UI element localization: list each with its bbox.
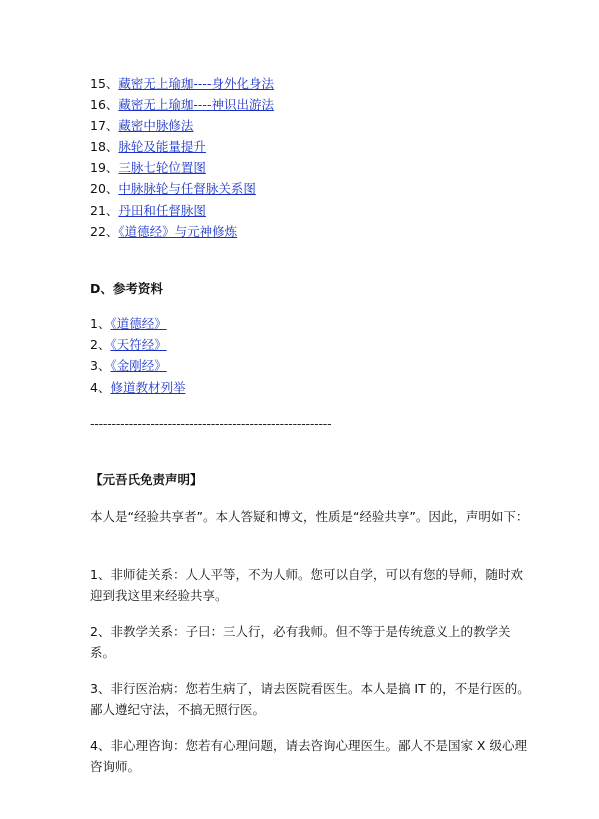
toc-item[interactable] — [90, 118, 193, 134]
toc-link[interactable]: 藏密无上瑜珈----身外化身法 — [118, 76, 274, 91]
reference-item[interactable] — [90, 380, 185, 396]
toc-link[interactable]: 藏密无上瑜珈----神识出游法 — [118, 97, 274, 112]
toc-link[interactable]: 藏密中脉修法 — [118, 118, 194, 133]
toc-number: 22、 — [90, 224, 119, 239]
reference-number: 1、 — [90, 316, 111, 331]
toc-number: 16、 — [90, 97, 119, 112]
toc-number: 21、 — [90, 203, 119, 218]
toc-item[interactable] — [90, 203, 206, 219]
divider-line: -------------------------------------------------------- — [90, 416, 332, 431]
toc-number: 20、 — [90, 181, 119, 196]
toc-item[interactable] — [90, 97, 274, 113]
reference-link[interactable]: 《金刚经》 — [110, 358, 167, 373]
toc-link[interactable]: 脉轮及能量提升 — [118, 139, 206, 154]
toc-item[interactable] — [90, 181, 256, 197]
disclaimer-title: 【元吾氏免责声明】 — [90, 472, 203, 487]
reference-item[interactable] — [90, 358, 167, 374]
toc-number: 17、 — [90, 118, 119, 133]
disclaimer-intro: 本人是“经验共享者”。本人答疑和博文，性质是“经验共享”。因此，声明如下： — [90, 509, 529, 524]
disclaimer-point: 1、非师徒关系：人人平等，不为人师。您可以自学，可以有您的导师，随时欢迎到我这里来经验共享。 — [90, 567, 523, 603]
disclaimer-point: 4、非心理咨询：您若有心理问题，请去咨询心理医生。鄙人不是国家 X 级心理咨询师。 — [90, 738, 527, 774]
toc-item[interactable] — [90, 139, 206, 155]
toc-link[interactable]: 中脉脉轮与任督脉关系图 — [118, 181, 256, 196]
reference-item[interactable] — [90, 316, 167, 332]
reference-number: 2、 — [90, 337, 111, 352]
toc-link[interactable]: 《道德经》与元神修炼 — [118, 224, 238, 239]
reference-item[interactable] — [90, 337, 167, 353]
disclaimer-point: 2、非教学关系：子曰：三人行，必有我师。但不等于是传统意义上的教学关系。 — [90, 624, 511, 660]
reference-link[interactable]: 《天符经》 — [110, 337, 167, 352]
reference-link[interactable]: 修道教材列举 — [110, 380, 186, 395]
toc-link[interactable]: 三脉七轮位置图 — [118, 160, 206, 175]
toc-number: 15、 — [90, 76, 119, 91]
toc-item[interactable] — [90, 160, 206, 176]
toc-item[interactable] — [90, 224, 237, 240]
reference-link[interactable]: 《道德经》 — [110, 316, 167, 331]
toc-number: 19、 — [90, 160, 119, 175]
toc-item[interactable] — [90, 76, 274, 92]
section-heading: D、参考资料 — [90, 281, 163, 296]
reference-number: 3、 — [90, 358, 111, 373]
disclaimer-point: 3、非行医治病：您若生病了，请去医院看医生。本人是搞 IT 的，不是行医的。鄙人遵纪守法，不搞无照行医。 — [90, 681, 530, 717]
toc-number: 18、 — [90, 139, 119, 154]
toc-link[interactable]: 丹田和任督脉图 — [118, 203, 206, 218]
reference-number: 4、 — [90, 380, 111, 395]
